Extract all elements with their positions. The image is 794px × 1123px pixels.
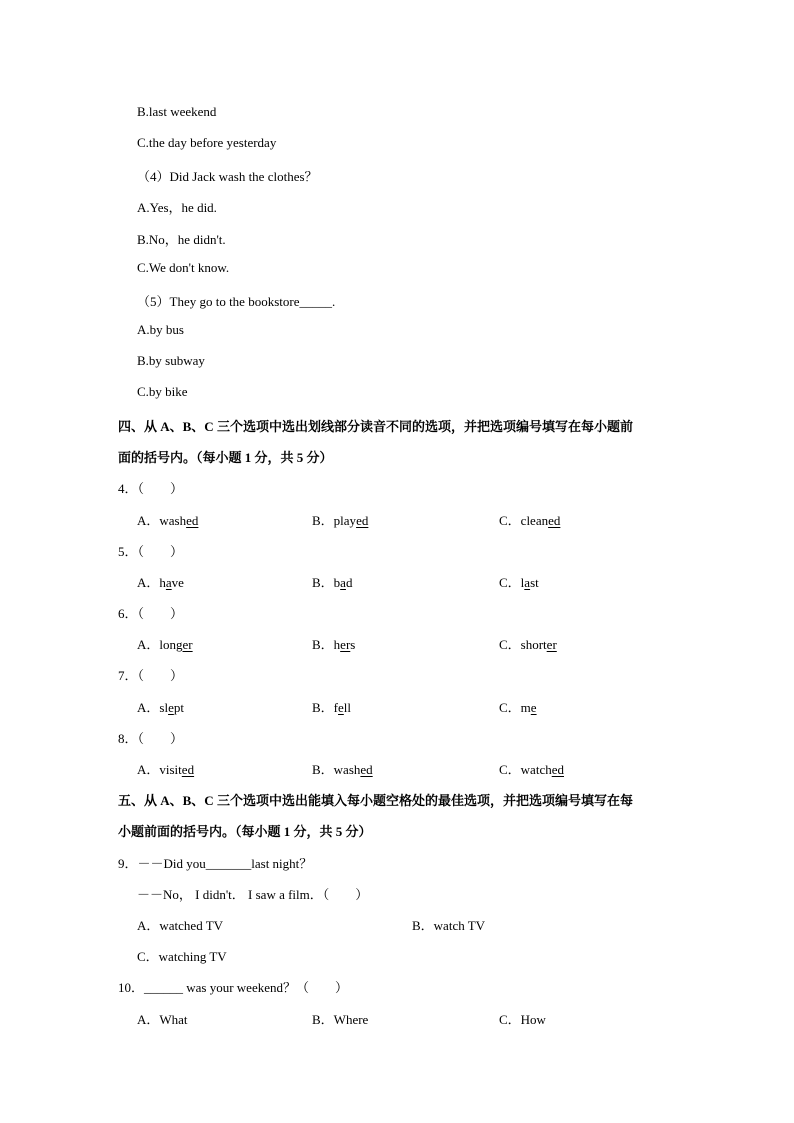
- section5-title-line2: 小题前面的括号内。（每小题 1 分，共 5 分）: [118, 824, 372, 839]
- answer-option: B．hers: [312, 637, 356, 652]
- question-number: 6．（ ）: [118, 606, 184, 621]
- answer-option: A．longer: [137, 637, 193, 652]
- question-number: 4．（ ）: [118, 481, 184, 496]
- answer-option: A．have: [137, 575, 184, 590]
- answer-option: B．fell: [312, 700, 352, 715]
- answer-option: B．washed: [312, 762, 373, 777]
- q3-option-b: B.last weekend: [137, 104, 217, 119]
- question-number: 8．（ ）: [118, 731, 184, 746]
- section4-title-line1: 四、从 A、B、C 三个选项中选出划线部分读音不同的选项，并把选项编号填写在每小题前: [118, 419, 633, 434]
- q9-option-b: B．watch TV: [412, 918, 486, 933]
- question-number: 7．（ ）: [118, 668, 184, 683]
- q9-reply: －－No， I didn't． I saw a film．（ ）: [137, 887, 369, 902]
- q4-stem: （4）Did Jack wash the clothes？: [137, 169, 318, 184]
- answer-option: A．slept: [137, 700, 184, 715]
- q10-option-b: B．Where: [312, 1012, 369, 1027]
- answer-option: A．washed: [137, 513, 199, 528]
- section4-title-line2: 面的括号内。（每小题 1 分，共 5 分）: [118, 450, 333, 465]
- answer-option: C．shorter: [499, 637, 557, 652]
- q9-option-c: C．watching TV: [137, 949, 227, 964]
- q5-option-a: A.by bus: [137, 322, 184, 337]
- q4-option-c: C.We don't know.: [137, 260, 230, 275]
- section5-title-line1: 五、从 A、B、C 三个选项中选出能填入每小题空格处的最佳选项，并把选项编号填写在每: [118, 793, 633, 808]
- answer-option: C．watched: [499, 762, 564, 777]
- q3-option-c: C.the day before yesterday: [137, 135, 277, 150]
- question-number: 5．（ ）: [118, 544, 184, 559]
- q9-stem: 9．－－Did you_______last night？: [118, 856, 313, 871]
- answer-option: C．last: [499, 575, 539, 590]
- q5-stem: （5）They go to the bookstore_____.: [137, 294, 336, 309]
- q9-option-a: A．watched TV: [137, 918, 224, 933]
- q5-option-b: B.by subway: [137, 353, 205, 368]
- answer-option: B．played: [312, 513, 369, 528]
- answer-option: B．bad: [312, 575, 353, 590]
- q4-option-a: A.Yes，he did.: [137, 200, 217, 215]
- q4-option-b: B.No，he didn't.: [137, 232, 226, 247]
- q10-stem: 10．______ was your weekend？（ ）: [118, 980, 348, 995]
- q10-option-a: A．What: [137, 1012, 188, 1027]
- answer-option: A．visited: [137, 762, 195, 777]
- answer-option: C．cleaned: [499, 513, 561, 528]
- answer-option: C．me: [499, 700, 537, 715]
- q5-option-c: C.by bike: [137, 384, 188, 399]
- q10-option-c: C．How: [499, 1012, 546, 1027]
